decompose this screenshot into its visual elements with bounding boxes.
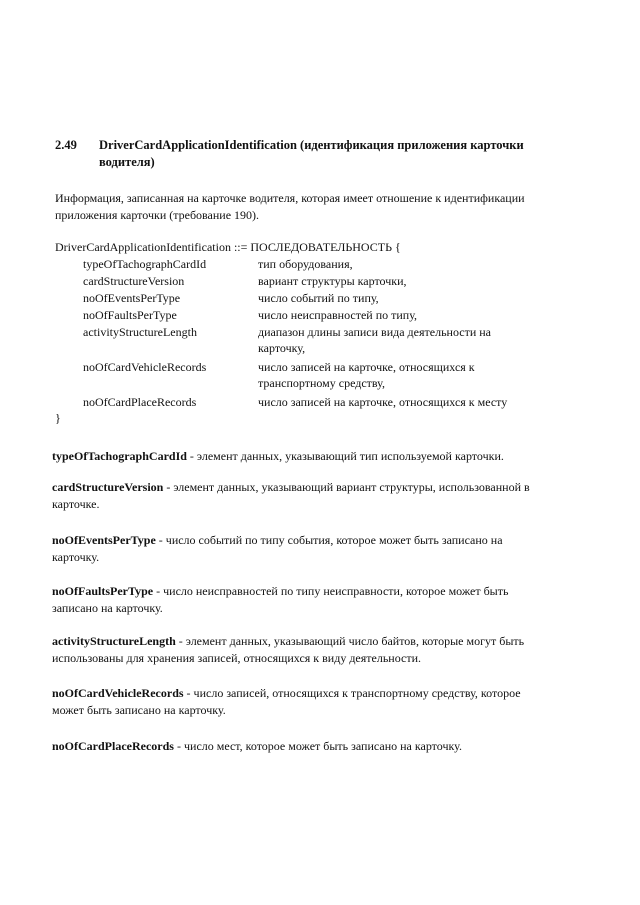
definition-text: - элемент данных, указывающий вариант структуры, использованной в карточке. [52,480,530,511]
definition-term: cardStructureVersion [52,480,164,494]
asn-field-desc: число записей на карточке, относящихся к месту [258,395,508,409]
definition-term: noOfCardPlaceRecords [52,739,174,753]
asn-field-desc: тип оборудования, [258,257,353,271]
definition-paragraph [52,479,552,513]
asn-field-name: activityStructureLength [83,325,197,339]
definition-term: noOfCardVehicleRecords [52,686,184,700]
definition-text: - число мест, которое может быть записано на карточку. [173,739,462,753]
definition-term: noOfFaultsPerType [52,584,154,598]
asn-field-desc: число неисправностей по типу, [258,308,418,322]
definition-text: - элемент данных, указывающий тип используемой карточки. [186,449,504,463]
asn-field-name: noOfFaultsPerType [83,308,177,322]
section-number: 2.49 [55,138,77,152]
intro-paragraph: Информация, записанная на карточке водителя, которая имеет отношение к идентификации приложения карточки (требование 190). [55,191,525,222]
section-title: DriverCardApplicationIdentification (идентификация приложения карточки водителя) [99,138,524,169]
asn-field-name: typeOfTachographCardId [83,257,207,271]
definition-text: - число событий по типу события, которое может быть записано на карточку. [52,533,503,564]
definition-term: typeOfTachographCardId [52,449,187,463]
definition-term: noOfEventsPerType [52,533,156,547]
definition-text: - элемент данных, указывающий число байтов, которые могут быть использованы для хранения записей, относящихся к виду деятельности. [52,634,525,665]
asn-field-name: cardStructureVersion [83,274,185,288]
asn-field-desc: число записей на карточке, относящихся к транспортному средству, [258,360,475,390]
asn-field-name: noOfEventsPerType [83,291,181,305]
asn-field-desc: число событий по типу, [258,291,379,305]
definition-term: activityStructureLength [52,634,176,648]
definition-paragraph [52,583,552,617]
asn-field-desc: вариант структуры карточки, [258,274,407,288]
asn-field-name: noOfCardPlaceRecords [83,395,197,409]
definition-text: - число неисправностей по типу неисправности, которое может быть записано на карточку. [52,584,509,615]
asn-declaration: DriverCardApplicationIdentification ::= ПОСЛЕДОВАТЕЛЬНОСТЬ { [55,240,401,254]
definition-text: - число записей, относящихся к транспортному средству, которое может быть записано на карточку. [52,686,521,717]
definition-paragraph [52,448,552,465]
definition-paragraph [52,532,552,566]
definition-paragraph [52,738,552,755]
asn-field-name: noOfCardVehicleRecords [83,360,207,374]
definition-paragraph [52,685,552,719]
asn-field-desc: диапазон длины записи вида деятельности на карточку, [258,325,491,355]
definition-paragraph [52,633,552,667]
asn-closing-brace: } [55,411,61,425]
